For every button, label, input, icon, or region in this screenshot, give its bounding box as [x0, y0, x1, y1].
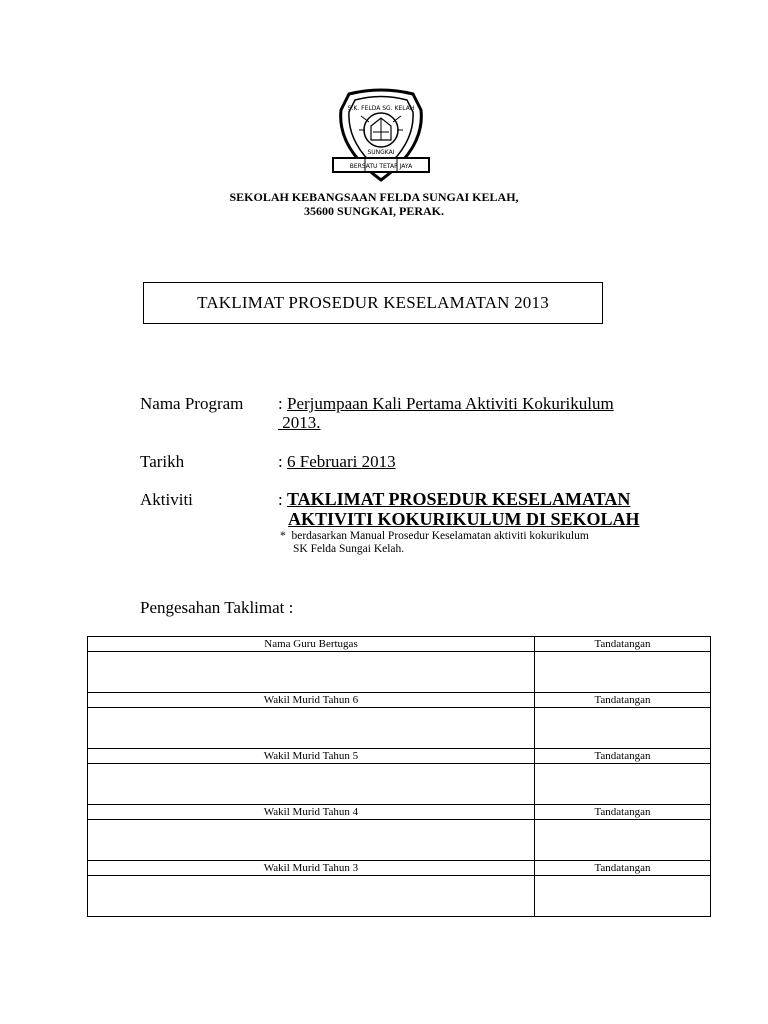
aktiviti-value-line2-wrap: [288, 509, 640, 530]
tarikh-value: : 6 Februari 2013: [278, 452, 396, 471]
pengesahan-label: Pengesahan Taklimat :: [140, 598, 294, 617]
signature-table: [87, 636, 711, 917]
row-label: Wakil Murid Tahun 3: [88, 861, 535, 876]
row-label: Wakil Murid Tahun 5: [88, 749, 535, 764]
table-row: [88, 820, 711, 861]
program-value-line2: 2013.: [282, 413, 321, 432]
row-label: Wakil Murid Tahun 4: [88, 805, 535, 820]
aktiviti-label: Aktiviti: [140, 490, 193, 509]
svg-text:SUNGKAI: SUNGKAI: [367, 149, 395, 156]
program-label: Nama Program: [140, 394, 244, 413]
row-label: Wakil Murid Tahun 6: [88, 693, 535, 708]
aktiviti-note-line2: SK Felda Sungai Kelah.: [293, 543, 405, 555]
sign-label: Tandatangan: [535, 749, 711, 764]
program-value: : Perjumpaan Kali Pertama Aktiviti Kokurikulum: [278, 394, 614, 413]
row-label: Nama Guru Bertugas: [88, 637, 535, 652]
sign-label: Tandatangan: [535, 805, 711, 820]
table-row: [88, 637, 711, 652]
table-row: [88, 861, 711, 876]
name-cell[interactable]: [88, 652, 535, 693]
signature-cell[interactable]: [535, 764, 711, 805]
name-cell[interactable]: [88, 764, 535, 805]
table-row: [88, 708, 711, 749]
document-title: [143, 282, 603, 324]
table-row: [88, 805, 711, 820]
school-address: 35600 SUNGKAI, PERAK.: [303, 204, 444, 218]
aktiviti-value: : TAKLIMAT PROSEDUR KESELAMATAN: [278, 489, 631, 509]
name-cell[interactable]: [88, 876, 535, 917]
aktiviti-value-line1: TAKLIMAT PROSEDUR KESELAMATAN: [286, 489, 631, 509]
signature-cell[interactable]: [535, 708, 711, 749]
tarikh-label: Tarikh: [140, 452, 185, 471]
table-row: [88, 876, 711, 917]
school-name: SEKOLAH KEBANGSAAN FELDA SUNGAI KELAH,: [229, 190, 519, 204]
aktiviti-note-line1: * berdasarkan Manual Prosedur Keselamatan aktiviti kokurikulum: [280, 530, 589, 542]
program-value-line2-wrap: [278, 413, 321, 433]
table-row: [88, 693, 711, 708]
sign-label: Tandatangan: [535, 693, 711, 708]
school-crest-icon: [331, 88, 431, 186]
document-title-text: TAKLIMAT PROSEDUR KESELAMATAN 2013: [197, 293, 549, 312]
table-row: [88, 652, 711, 693]
svg-text:S.K. FELDA SG. KELAH: S.K. FELDA SG. KELAH: [347, 105, 415, 112]
aktiviti-value-line2: AKTIVITI KOKURIKULUM DI SEKOLAH: [288, 509, 640, 529]
svg-text:BERSATU TETAP JAYA: BERSATU TETAP JAYA: [349, 163, 413, 170]
sign-label: Tandatangan: [535, 637, 711, 652]
signature-cell[interactable]: [535, 652, 711, 693]
sign-label: Tandatangan: [535, 861, 711, 876]
name-cell[interactable]: [88, 820, 535, 861]
table-row: [88, 764, 711, 805]
signature-cell[interactable]: [535, 876, 711, 917]
signature-cell[interactable]: [535, 820, 711, 861]
name-cell[interactable]: [88, 708, 535, 749]
table-row: [88, 749, 711, 764]
program-value-line1: Perjumpaan Kali Pertama Aktiviti Kokurikulum: [286, 394, 614, 413]
